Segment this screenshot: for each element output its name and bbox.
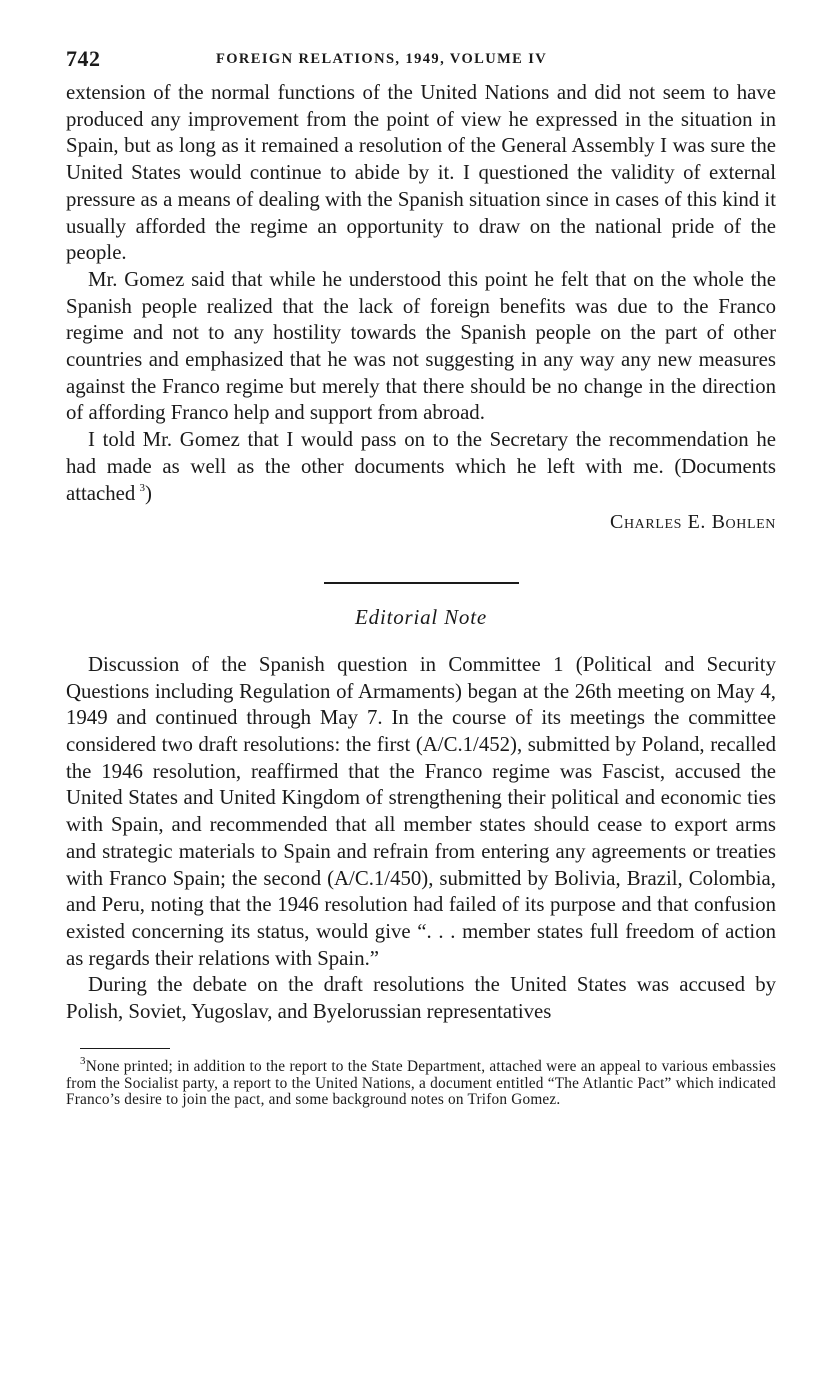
page-number: 742	[66, 46, 101, 71]
footnote-marker: 3	[80, 1055, 86, 1068]
footnote-reference: 3	[139, 481, 145, 494]
signature: Charles E. Bohlen	[610, 511, 776, 534]
editorial-paragraph-1: Discussion of the Spanish question in Committee 1 (Political and Security Questions including Regulation of Armaments) began at the 26th meeting on May 4, 1949 and continued through May 7. In the course of its meetings the committee considered two draft resolutions: the first (A/C.1/452), submitted by Poland, recalled the 1946 resolution, reaffirmed that the Franco regime was Fascist, accused the United States and United Kingdom of strengthening their political and economic ties with Spain, and recommended that all member states should cease to export arms and strategic materials to Spain and refrain from entering any agreements or treaties with Franco Spain; the second (A/C.1/450), submitted by Bolivia, Brazil, Colombia, and Peru, noting that the 1946 resolution had failed of its purpose and that confusion existed concerning its status, would give “. . . member states full freedom of action as regards their relations with Spain.”	[66, 652, 776, 970]
running-head	[66, 40, 776, 80]
memo-paragraph-3-text: I told Mr. Gomez that I would pass on to the Secretary the recommendation he had made as well as the other documents which he left with me. (Documents attached	[66, 428, 776, 505]
memo-paragraph-1: extension of the normal functions of the United Nations and did not seem to have produced any improvement from the point of view he expressed in the situation in Spain, but as long as it remained a resolution of the General Assembly I was sure the United States would continue to abide by it. I questioned the validity of external pressure as a means of dealing with the Spanish situation since in cases of this kind it usually afforded the regime an opportunity to draw on the national pride of the people.	[66, 81, 776, 265]
section-divider	[324, 582, 519, 584]
memo-paragraph-2: Mr. Gomez said that while he understood this point he felt that on the whole the Spanish people realized that the lack of foreign benefits was due to the Franco regime and not to any hostility towards the Spanish people on the part of other countries and emphasized that he was not suggesting in any way any new measures against the Franco regime but merely that there should be no change in the direction of affording Franco help and support from abroad.	[66, 267, 776, 425]
editorial-paragraph-2: During the debate on the draft resolutions the United States was accused by Polish, Soviet, Yugoslav, and Byelorussian representatives	[66, 973, 776, 1024]
memo-paragraph-3	[66, 427, 776, 507]
running-title: FOREIGN RELATIONS, 1949, VOLUME IV	[216, 51, 548, 67]
editorial-note-title: Editorial Note	[355, 604, 487, 629]
footnote-divider	[80, 1048, 170, 1050]
document-page	[66, 40, 776, 1109]
footnote-text: None printed; in addition to the report to the State Department, attached were an appeal to various embassies from the Socialist party, a report to the United Nations, a document entitled “The Atlantic Pact” which indicated Franco’s desire to join the pact, and some background notes on Trifon Gomez.	[66, 1058, 776, 1109]
footnote	[66, 1055, 776, 1109]
memo-paragraph-3-end: )	[144, 481, 152, 505]
